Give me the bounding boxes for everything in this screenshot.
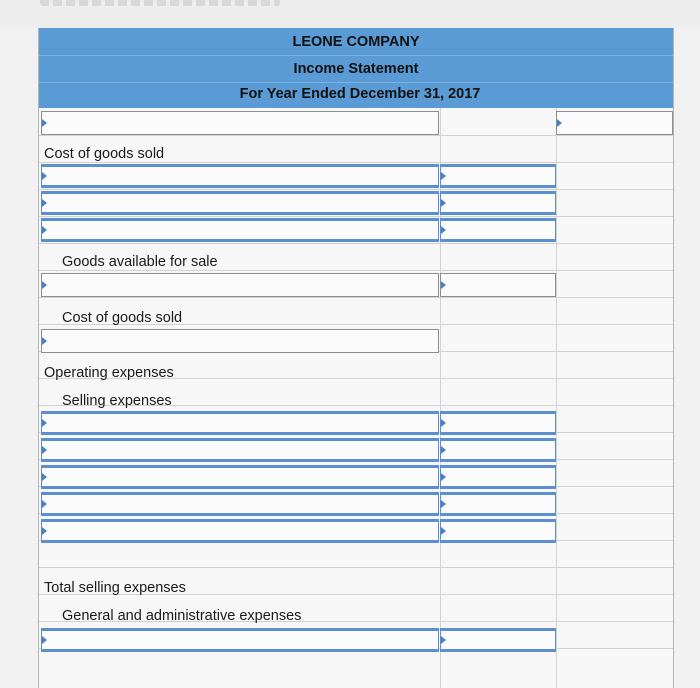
dropdown-marker-icon bbox=[42, 636, 47, 644]
cogs-item-amount-input[interactable] bbox=[440, 191, 556, 215]
dropdown-marker-icon bbox=[441, 500, 446, 508]
cogs-item-label-input[interactable] bbox=[41, 218, 439, 242]
dropdown-marker-icon bbox=[441, 446, 446, 454]
gross-profit-label-input[interactable] bbox=[41, 329, 439, 353]
dropdown-marker-icon bbox=[42, 281, 47, 289]
selling-expenses-heading: Selling expenses bbox=[62, 393, 172, 409]
dropdown-marker-icon bbox=[42, 172, 47, 180]
dropdown-marker-icon bbox=[557, 119, 562, 127]
dropdown-marker-icon bbox=[441, 281, 446, 289]
dropdown-marker-icon bbox=[42, 419, 47, 427]
admin-expense-label-input[interactable] bbox=[41, 628, 439, 652]
selling-expense-label-input[interactable] bbox=[41, 492, 439, 516]
line-item-label-input[interactable] bbox=[41, 111, 439, 135]
dropdown-marker-icon bbox=[441, 527, 446, 535]
cogs-item-amount-input[interactable] bbox=[440, 218, 556, 242]
dropdown-marker-icon bbox=[441, 636, 446, 644]
income-statement-sheet bbox=[38, 28, 674, 688]
dropdown-marker-icon bbox=[441, 473, 446, 481]
top-strip bbox=[0, 0, 700, 28]
cogs-deduction-amount-input[interactable] bbox=[440, 273, 556, 297]
statement-period: For Year Ended December 31, 2017 bbox=[239, 86, 481, 102]
selling-expense-label-input[interactable] bbox=[41, 438, 439, 462]
cogs-item-label-input[interactable] bbox=[41, 191, 439, 215]
general-admin-expenses-heading: General and administrative expenses bbox=[62, 608, 302, 624]
selling-expense-amount-input[interactable] bbox=[440, 465, 556, 489]
opex-heading: Operating expenses bbox=[44, 365, 174, 381]
dropdown-marker-icon bbox=[441, 172, 446, 180]
cogs-heading: Cost of goods sold bbox=[44, 146, 165, 162]
dropdown-marker-icon bbox=[42, 119, 47, 127]
selling-expense-amount-input[interactable] bbox=[440, 411, 556, 435]
cogs-deduction-label-input[interactable] bbox=[41, 273, 439, 297]
dropdown-marker-icon bbox=[42, 199, 47, 207]
statement-header bbox=[39, 28, 673, 108]
total-selling-expenses-label: Total selling expenses bbox=[44, 580, 186, 596]
statement-title: Income Statement bbox=[39, 55, 673, 83]
selling-expense-label-input[interactable] bbox=[41, 411, 439, 435]
dropdown-marker-icon bbox=[42, 226, 47, 234]
dropdown-marker-icon bbox=[42, 446, 47, 454]
dropdown-marker-icon bbox=[441, 226, 446, 234]
table-row bbox=[39, 540, 673, 568]
selling-expense-label-input[interactable] bbox=[41, 519, 439, 543]
dropdown-marker-icon bbox=[42, 473, 47, 481]
dropdown-marker-icon bbox=[42, 337, 47, 345]
dropdown-marker-icon bbox=[42, 500, 47, 508]
selling-expense-amount-input[interactable] bbox=[440, 492, 556, 516]
cropped-heading-fragment bbox=[40, 0, 280, 6]
company-name: LEONE COMPANY bbox=[39, 28, 673, 56]
goods-available-label: Goods available for sale bbox=[62, 254, 218, 270]
dropdown-marker-icon bbox=[441, 199, 446, 207]
cogs-line-label: Cost of goods sold bbox=[62, 310, 183, 326]
cogs-item-label-input[interactable] bbox=[41, 164, 439, 188]
total-amount-input[interactable] bbox=[556, 111, 673, 135]
admin-expense-amount-input[interactable] bbox=[440, 628, 556, 652]
selling-expense-label-input[interactable] bbox=[41, 465, 439, 489]
selling-expense-amount-input[interactable] bbox=[440, 438, 556, 462]
selling-expense-amount-input[interactable] bbox=[440, 519, 556, 543]
dropdown-marker-icon bbox=[441, 419, 446, 427]
cogs-item-amount-input[interactable] bbox=[440, 164, 556, 188]
dropdown-marker-icon bbox=[42, 527, 47, 535]
